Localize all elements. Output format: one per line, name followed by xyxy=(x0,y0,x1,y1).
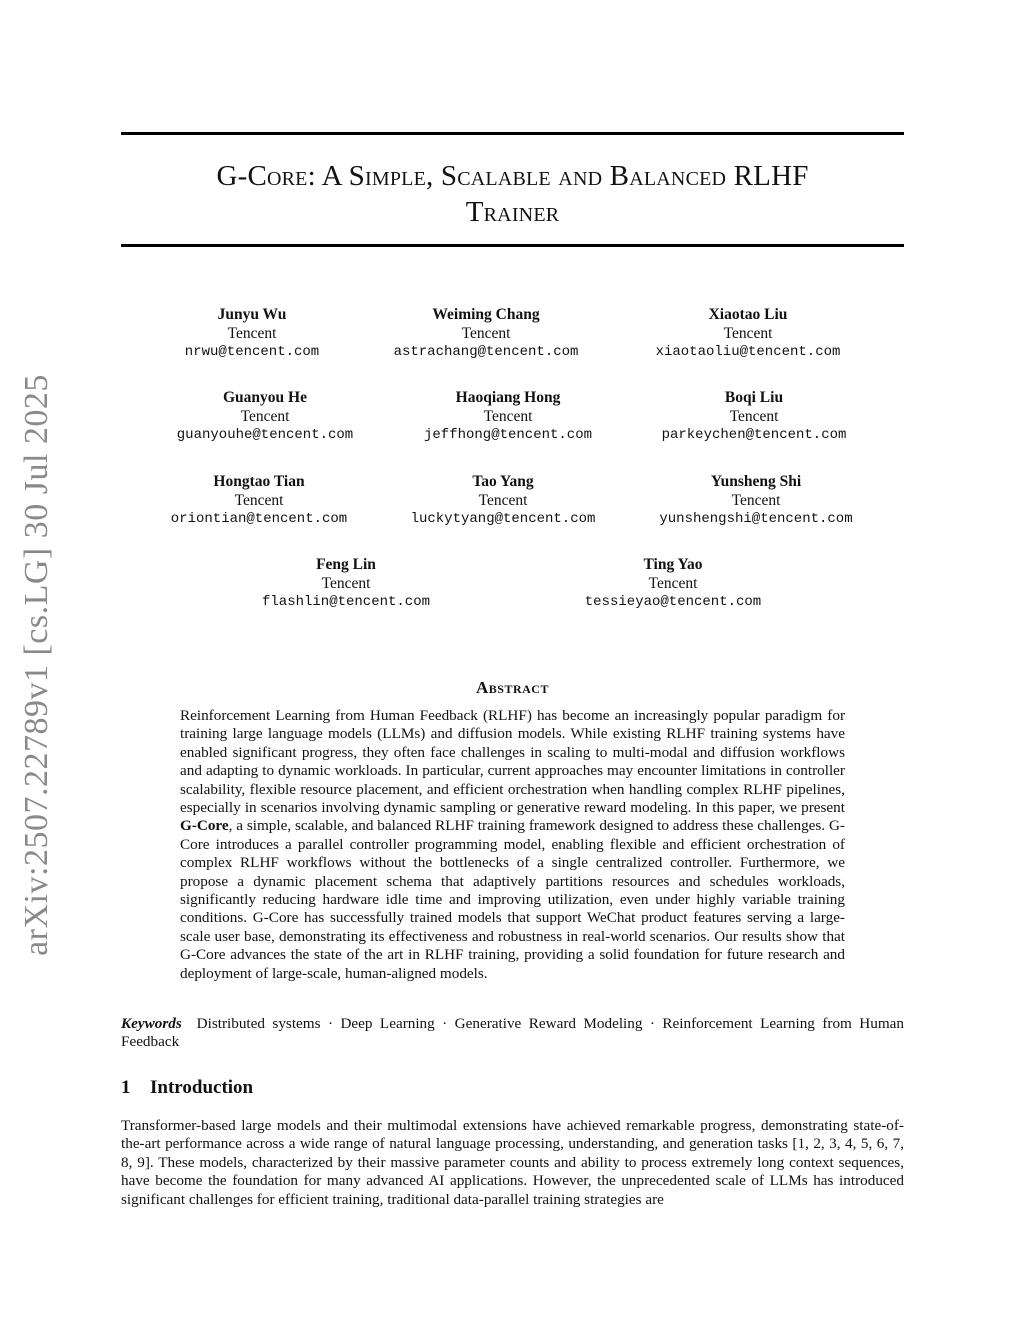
author-name: Hongtao Tian xyxy=(213,473,305,490)
author-email: flashlin@tencent.com xyxy=(261,594,431,610)
author-email: xiaotaoliu@tencent.com xyxy=(655,344,841,360)
author-name: Weiming Chang xyxy=(432,306,540,323)
abstract-text-after: , a simple, scalable, and balanced RLHF training framework designed to address these challenges. G-Core introduces a parallel controller programming model, enabling flexible and efficient orchestration of complex RLHF workflows without the bottlenecks of a single centralized controller. Furthermore, we propose a dynamic placement schema that adaptively partitions resources and schedules workloads, significantly reducing hardware idle time and improving utilization, even under highly variable training conditions. G-Core has successfully trained models that support WeChat product features serving a large-scale user base, demonstrating its effectiveness and robustness in real-world scenarios. Our results show that G-Core advances the state of the art in RLHF training, providing a solid foundation for future research and deployment of large-scale, human-aligned models. xyxy=(180,817,845,982)
author-name: Haoqiang Hong xyxy=(455,389,561,406)
author-email: luckytyang@tencent.com xyxy=(410,511,596,527)
arxiv-stamp-text: arXiv:2507.22789v1 [cs.LG] 30 Jul 2025 xyxy=(18,374,55,956)
author-email: nrwu@tencent.com xyxy=(184,344,320,360)
section-heading xyxy=(121,1077,253,1099)
author-affiliation: Tencent xyxy=(478,491,528,509)
abstract-system-name: G-Core xyxy=(180,817,229,835)
keywords-label: Keywords xyxy=(121,1015,182,1032)
author-affiliation: Tencent xyxy=(731,491,781,509)
author-name: Xiaotao Liu xyxy=(708,306,788,323)
author-name: Boqi Liu xyxy=(724,389,784,406)
author-affiliation: Tencent xyxy=(723,324,773,342)
author-email: jeffhong@tencent.com xyxy=(423,427,593,443)
author-affiliation: Tencent xyxy=(234,491,284,509)
title-line-2: Trainer xyxy=(465,196,560,228)
author-affiliation: Tencent xyxy=(648,574,698,592)
author-email: astrachang@tencent.com xyxy=(393,344,579,360)
author-email: guanyouhe@tencent.com xyxy=(176,427,354,443)
author-email: parkeychen@tencent.com xyxy=(661,427,847,443)
author-affiliation: Tencent xyxy=(321,574,371,592)
author-block xyxy=(336,306,636,362)
author-affiliation: Tencent xyxy=(227,324,277,342)
author-email: yunshengshi@tencent.com xyxy=(659,511,853,527)
author-affiliation: Tencent xyxy=(461,324,511,342)
author-name: Junyu Wu xyxy=(217,306,287,323)
title-line-1: G-Core: A Simple, Scalable and Balanced RLHF xyxy=(216,160,809,192)
author-block xyxy=(598,306,898,362)
author-block xyxy=(604,389,904,445)
author-block xyxy=(523,556,823,612)
title-top-rule xyxy=(121,132,904,135)
author-affiliation: Tencent xyxy=(729,407,779,425)
section-title: Introduction xyxy=(150,1077,254,1098)
author-affiliation: Tencent xyxy=(483,407,533,425)
author-name: Feng Lin xyxy=(316,556,376,573)
abstract-body xyxy=(180,707,845,983)
author-email: tessieyao@tencent.com xyxy=(584,594,762,610)
title-bottom-rule xyxy=(121,244,904,247)
author-name: Yunsheng Shi xyxy=(710,473,802,490)
author-block xyxy=(606,473,906,529)
keywords-text: Distributed systems · Deep Learning · Generative Reward Modeling · Reinforcement Learning from Human Feedback xyxy=(121,1015,905,1051)
author-name: Guanyou He xyxy=(223,389,307,406)
abstract-heading: Abstract xyxy=(476,678,549,697)
keywords xyxy=(121,1015,904,1052)
author-block xyxy=(196,556,496,612)
introduction-paragraph: Transformer-based large models and their multimodal extensions have achieved remarkable progress, demonstrating state-of-the-art performance across a wide range of natural language processing, understanding, and generation tasks [1, 2, 3, 4, 5, 6, 7, 8, 9]. These models, characterized by their massive parameter counts and ability to process extremely long context sequences, have become the foundation for many advanced AI applications. However, the unprecedented scale of LLMs has introduced significant challenges for efficient training, traditional data-parallel training strategies are xyxy=(121,1117,904,1208)
author-affiliation: Tencent xyxy=(240,407,290,425)
section-number: 1 xyxy=(121,1077,131,1098)
author-email: oriontian@tencent.com xyxy=(170,511,348,527)
paper-title xyxy=(121,158,904,230)
author-name: Tao Yang xyxy=(472,473,534,490)
author-name: Ting Yao xyxy=(643,556,703,573)
abstract-text-before: Reinforcement Learning from Human Feedback (RLHF) has become an increasingly popular paradigm for training large language models (LLMs) and diffusion models. While existing RLHF training systems have enabled significant progress, they often face challenges in scaling to multi-modal and diffusion workflows and adapting to dynamic workloads. In particular, current approaches may encounter limitations in controller scalability, flexible resource placement, and efficient orchestration when handling complex RLHF pipelines, especially in scenarios involving dynamic sampling or generative reward modeling. In this paper, we present xyxy=(180,707,845,817)
